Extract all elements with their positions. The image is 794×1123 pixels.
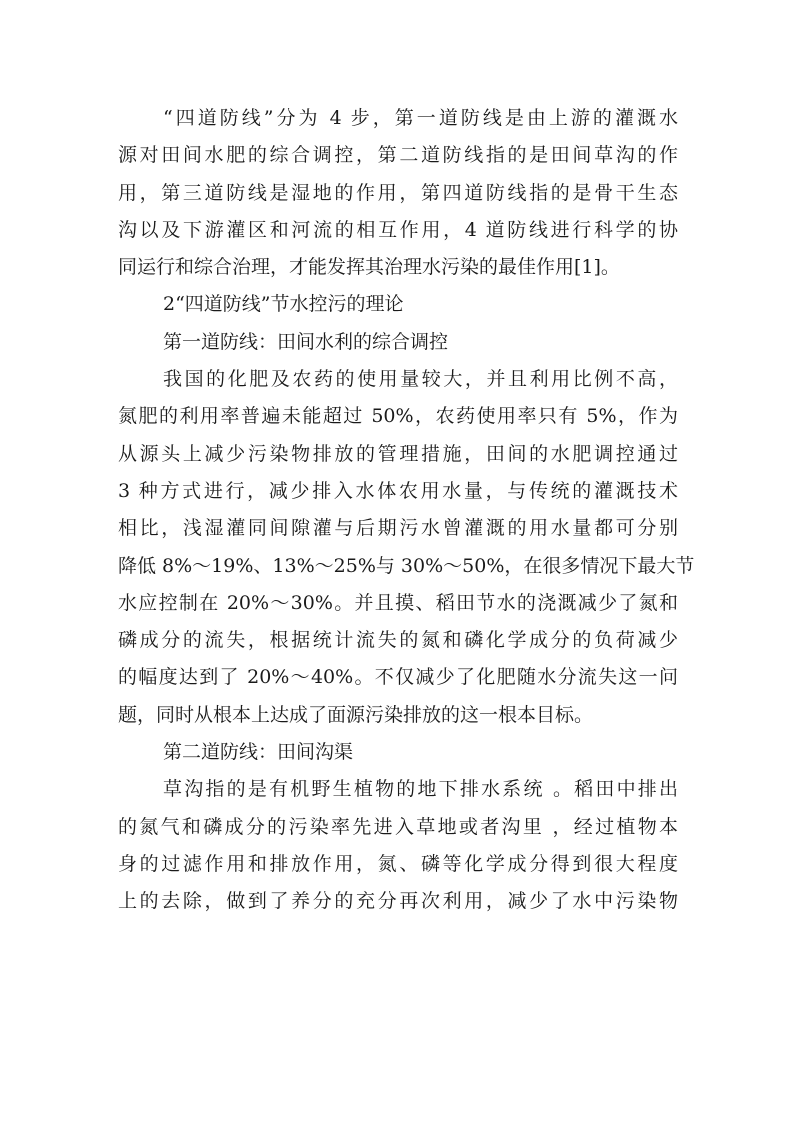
text-line: 我国的化肥及农药的使用量较大，并且利用比例不高， bbox=[163, 368, 678, 391]
text-line: 源对田间水肥的综合调控，第二道防线指的是田间草沟的作 bbox=[118, 144, 678, 167]
paragraph-first-defense bbox=[118, 361, 695, 734]
section-heading: 2“四道防线”节水控污的理论 bbox=[163, 293, 404, 316]
text-line: 相比，浅湿灌同间隙灌与后期污水曾灌溉的用水量都可分别 bbox=[118, 517, 678, 540]
text-line: 氮肥的利用率普遍未能超过 50%，农药使用率只有 5%，作为 bbox=[118, 405, 678, 428]
text-line: “四道防线”分为 4 步，第一道防线是由上游的灌溉水 bbox=[163, 107, 678, 129]
text-line: 身的过滤作用和排放作用，氮、磷等化学成分得到很大程度 bbox=[118, 852, 678, 875]
text-line: 水应控制在 20%～30%。并且摸、稻田节水的浇溉减少了氮和 bbox=[118, 591, 678, 614]
text-line: 的氮气和磷成分的污染率先进入草地或者沟里 ，经过植物本 bbox=[118, 815, 678, 838]
text-line: 题，同时从根本上达成了面源污染排放的这一根本目标。 bbox=[118, 703, 594, 726]
paragraph-intro bbox=[118, 100, 678, 286]
text-line: 上的去除，做到了养分的充分再次利用，减少了水中污染物 bbox=[118, 890, 678, 913]
text-line: 沟以及下游灌区和河流的相互作用，4 道防线进行科学的协 bbox=[118, 218, 678, 241]
text-line: 降低 8%～19%、13%～25%与 30%～50%，在很多情况下最大节 bbox=[118, 554, 695, 577]
subsection-heading: 第二道防线：田间沟渠 bbox=[163, 741, 354, 764]
text-line: 草沟指的是有机野生植物的地下排水系统 。稻田中排出 bbox=[163, 778, 678, 801]
text-line: 磷成分的流失，根据统计流失的氮和磷化学成分的负荷减少 bbox=[118, 629, 678, 652]
subsection-heading: 第一道防线：田间水利的综合调控 bbox=[163, 330, 449, 353]
text-line: 同运行和综合治理，才能发挥其治理水污染的最佳作用[1]。 bbox=[118, 256, 620, 279]
text-line: 从源头上减少污染物排放的管理措施，田间的水肥调控通过 bbox=[118, 442, 678, 465]
document-body bbox=[118, 100, 695, 921]
paragraph-second-defense bbox=[118, 771, 678, 920]
text-line: 用，第三道防线是湿地的作用，第四道防线指的是骨干生态 bbox=[118, 181, 678, 204]
text-line: 的幅度达到了 20%～40%。不仅减少了化肥随水分流失这一问 bbox=[118, 666, 678, 689]
text-line: 3 种方式进行，减少排入水体农用水量，与传统的灌溉技术 bbox=[118, 479, 678, 502]
